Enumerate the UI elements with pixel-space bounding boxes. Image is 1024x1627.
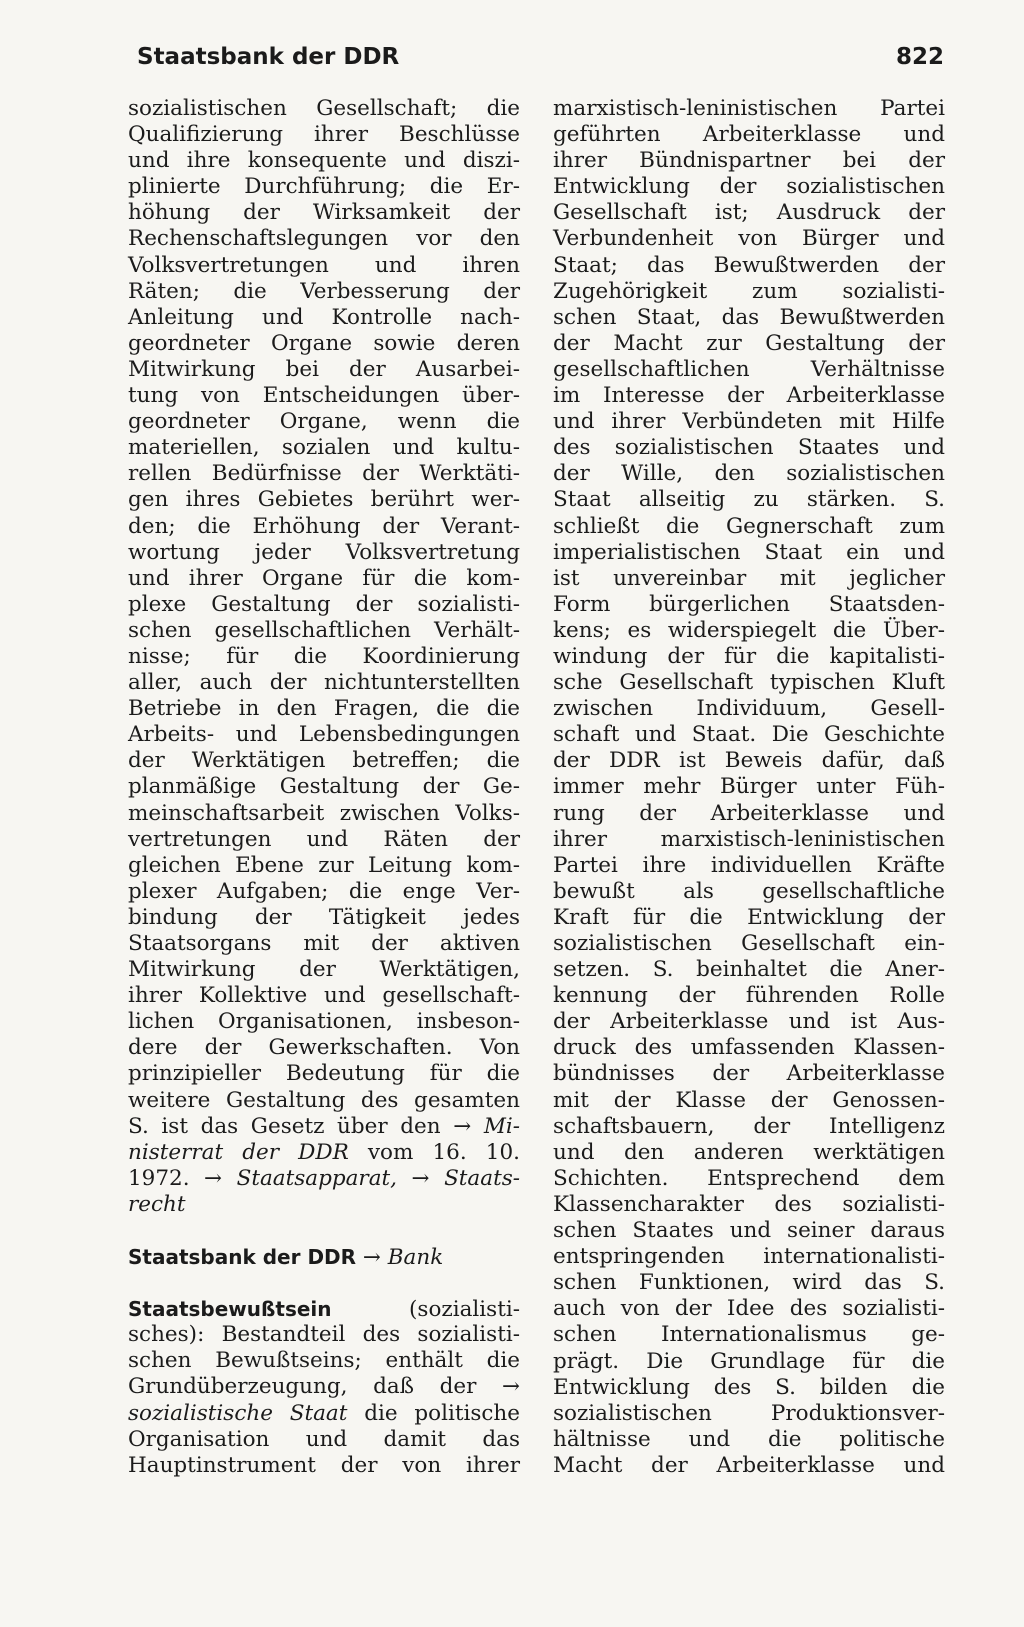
text-line: Partei ihre individuellen Kräfte — [553, 852, 945, 878]
reference-line: S. ist das Gesetz über den → Mi- — [128, 1113, 520, 1139]
text-line: schaft und Staat. Die Geschichte — [553, 722, 945, 748]
entry-body-lines — [128, 1322, 520, 1400]
text-line: Grundüberzeugung, daß der → — [128, 1374, 520, 1400]
text-line: schaftsbauern, der Intelligenz — [553, 1113, 945, 1139]
text-line: bindung der Tätigkeit jedes — [128, 904, 520, 930]
left-column — [128, 96, 520, 1479]
text-line: Gesellschaft ist; Ausdruck der — [553, 200, 945, 226]
text-line: Rechenschaftslegungen vor den — [128, 226, 520, 252]
text-line: Macht der Arbeiterklasse und — [553, 1452, 945, 1478]
text-line: auch von der Idee des sozialisti- — [553, 1296, 945, 1322]
text-line: kennung der führenden Rolle — [553, 983, 945, 1009]
text-line: der DDR ist Beweis dafür, daß — [553, 748, 945, 774]
entry-body-lines — [128, 1427, 520, 1479]
text-line: sozialistischen Gesellschaft ein- — [553, 931, 945, 956]
text-line: sche Gesellschaft typischen Kluft — [553, 670, 945, 696]
running-head — [137, 44, 944, 78]
text-line: nisse; für die Koordinierung — [128, 643, 520, 669]
text-line: Hauptinstrument der von ihrer — [128, 1452, 520, 1478]
text-line: sozialistischen Gesellschaft; die — [128, 96, 520, 121]
text-line: Verbundenheit von Bürger und — [553, 226, 945, 252]
text-line: und ihre konsequente und diszi- — [128, 148, 520, 174]
text-line: ihrer Bündnispartner bei der — [553, 148, 945, 174]
text-line: Mitwirkung bei der Ausarbei- — [128, 356, 520, 382]
text-line: Entwicklung des S. bilden die — [553, 1374, 945, 1400]
reference-line: sozialistische Staat die politische — [128, 1400, 520, 1426]
text-line: rellen Bedürfnisse der Werktäti- — [128, 461, 520, 487]
left-column-lines — [128, 96, 520, 1114]
text-line: gen ihres Gebietes berührt wer- — [128, 487, 520, 513]
text-line: des sozialistischen Staates und — [553, 435, 945, 461]
text-line: schen Internationalismus ge- — [553, 1322, 945, 1348]
text-line: Staat; das Bewußtwerden der — [553, 252, 945, 278]
text-line: bewußt als gesellschaftliche — [553, 878, 945, 904]
text-line: Volksvertretungen und ihren — [128, 252, 520, 278]
text-line: der Macht zur Gestaltung der — [553, 330, 945, 356]
text-line: Arbeits- und Lebensbedingungen — [128, 722, 520, 748]
text-line: setzen. S. beinhaltet die Aner- — [553, 957, 945, 983]
text-line: druck des umfassenden Klassen- — [553, 1035, 945, 1061]
cross-reference-link[interactable]: Mi- — [483, 1113, 520, 1139]
text-line: plinierte Durchführung; die Er- — [128, 174, 520, 200]
cross-reference-link[interactable]: Staats- — [444, 1165, 521, 1191]
text-line: vertretungen und Räten der — [128, 826, 520, 852]
text-line: meinschaftsarbeit zwischen Volks- — [128, 800, 520, 826]
text-line: gleichen Ebene zur Leitung kom- — [128, 852, 520, 878]
text-line: entspringenden internationalisti- — [553, 1244, 945, 1270]
reference-line: nisterrat der DDR vom 16. 10. — [128, 1139, 520, 1165]
text-line: der Werktätigen betreffen; die — [128, 748, 520, 774]
cross-reference-link[interactable]: nisterrat der DDR — [128, 1139, 349, 1165]
text-line: windung der für die kapitalisti- — [553, 643, 945, 669]
right-column — [553, 96, 945, 1479]
text-line: gesellschaftlichen Verhältnisse — [553, 356, 945, 382]
text-line: und den anderen werktätigen — [553, 1139, 945, 1165]
text-line: schen Bewußtseins; enthält die — [128, 1348, 520, 1374]
text-line: prägt. Die Grundlage für die — [553, 1348, 945, 1374]
text-line: Räten; die Verbesserung der — [128, 278, 520, 304]
text-line: Anleitung und Kontrolle nach- — [128, 304, 520, 330]
text-line: der Wille, den sozialistischen — [553, 461, 945, 487]
text-line: im Interesse der Arbeiterklasse — [553, 383, 945, 409]
text-line: hältnisse und die politische — [553, 1426, 945, 1452]
text-line: plexer Aufgaben; die enge Ver- — [128, 878, 520, 904]
text-line: immer mehr Bürger unter Füh- — [553, 774, 945, 800]
text-line: Organisation und damit das — [128, 1426, 520, 1452]
text-line: tung von Entscheidungen über- — [128, 383, 520, 409]
entry-heading: Staatsbank der DDR — [128, 1245, 357, 1270]
text-line: Betriebe in den Fragen, die die — [128, 696, 520, 722]
text-line: geordneter Organe sowie deren — [128, 330, 520, 356]
reference-line — [128, 1192, 520, 1218]
text-line: kens; es widerspiegelt die Über- — [553, 617, 945, 643]
text-line: der Arbeiterklasse und ist Aus- — [553, 1009, 945, 1035]
text-line: Zugehörigkeit zum sozialisti- — [553, 278, 945, 304]
cross-reference-link[interactable]: sozialistische Staat — [128, 1400, 348, 1426]
text-line: schen Funktionen, wird das S. — [553, 1270, 945, 1296]
reference-line: 1972. → Staatsapparat, → Staats- — [128, 1165, 521, 1191]
cross-reference-link[interactable]: recht — [128, 1191, 186, 1217]
text-line: Staatsorgans mit der aktiven — [128, 931, 520, 956]
text-line: den; die Erhöhung der Verant- — [128, 513, 520, 539]
text-line: Schichten. Entsprechend dem — [553, 1165, 945, 1191]
text-line: materiellen, sozialen und kultu- — [128, 435, 520, 461]
text-line: Qualifizierung ihrer Beschlüsse — [128, 122, 520, 148]
text-line: ihrer marxistisch-leninistischen — [553, 826, 945, 852]
text-line: aller, auch der nichtunterstellten — [128, 670, 520, 696]
text-line: Form bürgerlichen Staatsden- — [553, 591, 945, 617]
entry-heading: Staatsbewußtsein — [128, 1297, 332, 1322]
text-line: schen Staat, das Bewußtwerden — [553, 304, 945, 330]
text-line: höhung der Wirksamkeit der — [128, 200, 520, 226]
text-line: plexe Gestaltung der sozialisti- — [128, 591, 520, 617]
running-head-title: Staatsbank der DDR — [137, 44, 400, 70]
text-line: Staat allseitig zu stärken. S. — [553, 487, 945, 513]
text-line: planmäßige Gestaltung der Ge- — [128, 774, 520, 800]
text-line: schen Staates und seiner daraus — [553, 1218, 945, 1244]
text-line: Mitwirkung der Werktätigen, — [128, 957, 520, 983]
text-line: und ihrer Organe für die kom- — [128, 565, 520, 591]
entry-staatsbank: Staatsbank der DDR → Bank — [128, 1245, 444, 1271]
text-line: Entwicklung der sozialistischen — [553, 174, 945, 200]
text-line: ist unvereinbar mit jeglicher — [553, 565, 945, 591]
cross-reference-link[interactable]: Bank — [387, 1245, 444, 1271]
text-line: lichen Organisationen, insbeson- — [128, 1009, 520, 1035]
entry-staatsbewusstsein: Staatsbewußtsein (sozialisti- — [128, 1297, 520, 1323]
text-line: Kraft für die Entwicklung der — [553, 904, 945, 930]
text-line: wortung jeder Volksvertretung — [128, 539, 520, 565]
text-line: schen gesellschaftlichen Verhält- — [128, 617, 520, 643]
page-number: 822 — [895, 44, 944, 70]
text-line: sozialistischen Produktionsver- — [553, 1400, 945, 1426]
text-line: mit der Klasse der Genossen- — [553, 1087, 945, 1113]
cross-reference-link[interactable]: Staatsapparat, — [236, 1165, 398, 1191]
text-line: Klassencharakter des sozialisti- — [553, 1191, 945, 1217]
right-column-lines — [553, 96, 945, 1479]
text-line: geführten Arbeiterklasse und — [553, 122, 945, 148]
text-line: und ihrer Verbündeten mit Hilfe — [553, 409, 945, 435]
text-line: prinzipieller Bedeutung für die — [128, 1061, 520, 1087]
text-line: imperialistischen Staat ein und — [553, 539, 945, 565]
text-line: bündnisses der Arbeiterklasse — [553, 1061, 945, 1087]
text-line: zwischen Individuum, Gesell- — [553, 696, 945, 722]
text-line: ihrer Kollektive und gesellschaft- — [128, 983, 520, 1009]
text-line: marxistisch-leninistischen Partei — [553, 96, 945, 121]
text-line: rung der Arbeiterklasse und — [553, 800, 945, 826]
text-line: schließt die Gegnerschaft zum — [553, 513, 945, 539]
text-line: sches): Bestandteil des sozialisti- — [128, 1322, 520, 1348]
text-line: dere der Gewerkschaften. Von — [128, 1035, 520, 1061]
text-line: weitere Gestaltung des gesamten — [128, 1087, 520, 1113]
text-line: geordneter Organe, wenn die — [128, 409, 520, 435]
